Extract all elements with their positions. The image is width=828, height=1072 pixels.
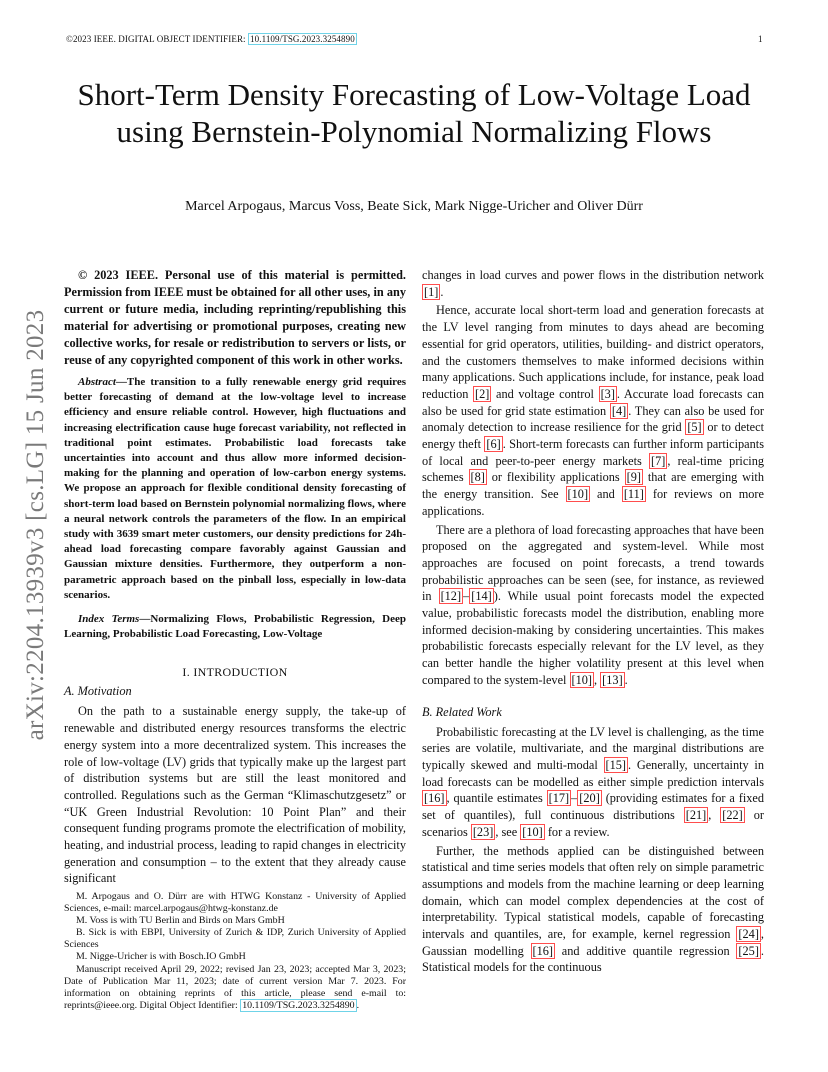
applications-paragraph	[422, 302, 764, 519]
citation-link[interactable]: [6]	[486, 437, 501, 452]
paragraph-text: Probabilistic forecasting at the LV level is challenging, as the time series are volatile, multivariate, and the marginal distributions are typically skewed and multi-modal	[422, 724, 764, 772]
citation-link[interactable]: [1]	[424, 284, 439, 299]
citation-link[interactable]: [14]	[471, 589, 492, 604]
index-terms	[64, 612, 406, 642]
range-dash: –	[463, 589, 470, 604]
paragraph-text: or to detect energy theft	[422, 420, 764, 452]
paragraph-text: Hence, accurate local short-term load and generation forecasts at the LV level ranging from minutes to days ahead are becoming essential for grid operators, utilities, building- and district operators, and the customers themselves to make informed decisions within many applications. Such applications include, for instance, peak load reduction	[422, 303, 764, 401]
header-prefix: ©2023 IEEE. DIGITAL OBJECT IDENTIFIER:	[66, 34, 246, 44]
paragraph-text: , Gaussian modelling	[422, 927, 764, 958]
citation-link[interactable]: [16]	[532, 943, 554, 958]
paragraph-text: or scenarios	[422, 808, 764, 839]
footnotes	[64, 891, 406, 1012]
page-number: 1	[758, 34, 763, 44]
citation-link[interactable]: [11]	[623, 487, 644, 502]
citation-link[interactable]: [10]	[571, 672, 593, 687]
citation-link[interactable]: [15]	[605, 757, 626, 772]
paper-title: Short-Term Density Forecasting of Low-Voltage Load using Bernstein-Polynomial Normalizing Flows	[77, 77, 751, 149]
citation-link[interactable]: [21]	[685, 808, 707, 823]
citation-link[interactable]: [22]	[722, 808, 743, 823]
citation-link[interactable]: [10]	[567, 487, 589, 502]
citation-link[interactable]: [24]	[738, 927, 759, 942]
paragraph-text: .	[624, 672, 628, 687]
paragraph-text: . They can also be used for anomaly detection to increase resilience for the grid	[422, 403, 765, 435]
footnote-end: .	[356, 999, 360, 1011]
arxiv-stamp	[18, 290, 54, 760]
abstract	[64, 375, 406, 603]
paragraph-text: , quantile estimates	[446, 791, 547, 806]
citation-link[interactable]: [2]	[475, 386, 490, 401]
related-work-paragraph	[422, 724, 764, 841]
citation-link[interactable]: [5]	[687, 420, 702, 435]
approaches-paragraph	[422, 522, 764, 689]
paragraph-text: and	[590, 487, 622, 502]
paragraph-text: ,	[594, 672, 601, 687]
citation-link[interactable]: [10]	[522, 824, 543, 839]
paragraph-text: that are emerging with the energy transition. See	[422, 470, 764, 502]
paragraph-text: (providing estimates for a fixed set of quantiles), full continuous distributions	[422, 791, 765, 823]
paragraph-text: or flexibility applications	[486, 470, 625, 485]
paragraph-text: ). While usual point forecasts model the expected value, probabilistic forecasts model the distribution, enabling more informed decision-making by considering uncertainties. This makes probabilistic forecasts especially relevant for the LV level, as they can better handle the higher volatility present at this level when compared to the system-level	[422, 589, 765, 687]
citation-link[interactable]: [17]	[548, 791, 570, 806]
footnote-affiliation-3: B. Sick is with EBPI, University of Zurich & IDP, Zurich University of Applied Sciences	[64, 927, 406, 951]
paragraph-text: There are a plethora of load forecasting approaches that have been proposed on the aggregated and system-level. While most approaches are focused on point forecasts, a trend towards probabilistic approaches can be seen (see, for instance, as reviewed in	[422, 522, 764, 604]
paragraph-text: for a review.	[544, 824, 610, 839]
paragraph-text: changes in load curves and power flows in the distribution network	[422, 268, 764, 282]
citation-link[interactable]: [13]	[602, 672, 623, 687]
paragraph-text: and additive quantile regression	[555, 943, 737, 958]
paragraph-text: . Short-term forecasts can further inform participants of local and peer-to-peer energy markets	[422, 437, 764, 468]
abstract-label: Abstract	[78, 376, 116, 388]
header-doi-link[interactable]: 10.1109/TSG.2023.3254890	[250, 34, 355, 44]
left-column	[64, 267, 406, 887]
paragraph-text: . Generally, uncertainty in load forecasts can be modelled as either simple prediction intervals	[422, 757, 764, 789]
citation-link[interactable]: [7]	[651, 453, 666, 468]
copyright-notice: © 2023 IEEE. Personal use of this material is permitted. Permission from IEEE must be obtained for all other uses, in any current or future media, including reprinting/republishing this material for advertising or promotional purposes, creating new collective works, for resale or redistribution to servers or lists, or reuse of any copyrighted component of this work in other works.	[64, 268, 406, 367]
footnote-affiliation-1: M. Arpogaus and O. Dürr are with HTWG Konstanz - University of Applied Sciences, e-mail: marcel.arpogaus@htwg-konstanz.de	[64, 891, 406, 915]
index-terms-text: —Normalizing Flows, Probabilistic Regression, Deep Learning, Probabilistic Load Forecasting, Low-Voltage	[64, 613, 406, 641]
footnote-affiliation-2: M. Voss is with TU Berlin and Birds on Mars GmbH	[76, 915, 285, 927]
citation-link[interactable]: [3]	[600, 386, 615, 401]
subsection-heading-related-work: B. Related Work	[422, 704, 502, 719]
citation-link[interactable]: [8]	[470, 470, 485, 485]
paragraph-text: and voltage control	[491, 386, 599, 401]
abstract-text: —The transition to a fully renewable energy grid requires better forecasting of demand at the low-voltage level to increase efficiency and ensure reliable control. However, high fluctuations and increasing electrification cause huge forecast variability, not reflected in traditional point estimates. Probabilistic load forecasts take uncertainties into account and thus allow more informed decision-making for the planning and operation of low-carbon energy systems. We propose an approach for flexible conditional density forecasting of short-term load based on Bernstein polynomial normalizing flows, where a neural network controls the parameters of the flow. In an empirical study with 3639 smart meter customers, our density predictions for 24h-ahead load forecasting compare favorably against Gaussian and Gaussian mixture densities. Furthermore, they outperform a non-parametric approach based on the pinball loss, especially in low-data scenarios.	[64, 376, 406, 601]
footnote-manuscript-text: Manuscript received April 29, 2022; revised Jan 23, 2023; accepted Mar 3, 2023; Date of Publication Mar 11, 2023; date of current version Mar 7. 2023. For information on obtaining reprints of this article, please send e-mail to: reprints@ieee.org. Digital Object Identifier:	[64, 963, 406, 1011]
paragraph-text: Further, the methods applied can be distinguished between statistical and time series models that often rely on simple parametric assumptions and models from the machine learning or deep learning domain, which can model complex dependencies at the cost of interpretability. Typical statistical models, capable of forecasting intervals and quantiles, are, for example, kernel regression	[422, 843, 764, 942]
footnote-manuscript-info	[64, 964, 406, 1012]
right-column	[422, 267, 764, 976]
paragraph-text: for reviews on more applications.	[422, 487, 764, 518]
paragraph-text: , real-time pricing schemes	[422, 453, 764, 485]
methods-paragraph	[422, 843, 764, 977]
arxiv-stamp-text: arXiv:2204.13939v3 [cs.LG] 15 Jun 2023	[22, 309, 49, 741]
citation-link[interactable]: [20]	[579, 791, 600, 806]
citation-link[interactable]: [25]	[738, 943, 759, 958]
citation-link[interactable]: [23]	[472, 824, 494, 839]
intro-paragraph: On the path to a sustainable energy supply, the take-up of renewable and distributed energy resources transforms the electric energy system into a more decentralized system. This increases the role of low-voltage (LV) grids that typically make up the largest part of distribution systems but are still the least monitored and controlled. Regulations such as the German “Klimaschutzgesetz” or “UK Green Industrial Revolution: 10 Point Plan” and their consequent funding programs promote the electrification of mobility, heating, and industrial process, leading to rapid changes in electricity generation and consumption – to the extent that they already cause significant	[64, 704, 406, 886]
range-dash: –	[571, 791, 578, 806]
paragraph-text: ,	[708, 808, 721, 823]
paragraph-text: . Statistical models for the continuous	[422, 943, 764, 975]
citation-link[interactable]: [4]	[611, 403, 627, 418]
citation-link[interactable]: [12]	[440, 589, 462, 604]
author-list: Marcel Arpogaus, Marcus Voss, Beate Sick, Mark Nigge-Uricher and Oliver Dürr	[185, 199, 643, 214]
running-header	[66, 34, 357, 44]
paragraph-text: . Accurate load forecasts can also be used for grid state estimation	[422, 386, 765, 418]
footnote-affiliation-4: M. Nigge-Uricher is with Bosch.IO GmbH	[76, 951, 246, 963]
footnote-doi-link[interactable]: 10.1109/TSG.2023.3254890	[242, 999, 355, 1011]
paragraph-text: , see	[495, 824, 521, 839]
citation-link[interactable]: [9]	[626, 470, 641, 485]
citation-link[interactable]: [16]	[424, 791, 445, 806]
index-terms-label: Index Terms	[78, 613, 140, 626]
subsection-heading-motivation: A. Motivation	[64, 684, 132, 699]
continued-paragraph: changes in load curves and power flows in the distribution network [1] .	[422, 268, 764, 299]
section-heading-introduction: I. INTRODUCTION	[182, 665, 288, 680]
